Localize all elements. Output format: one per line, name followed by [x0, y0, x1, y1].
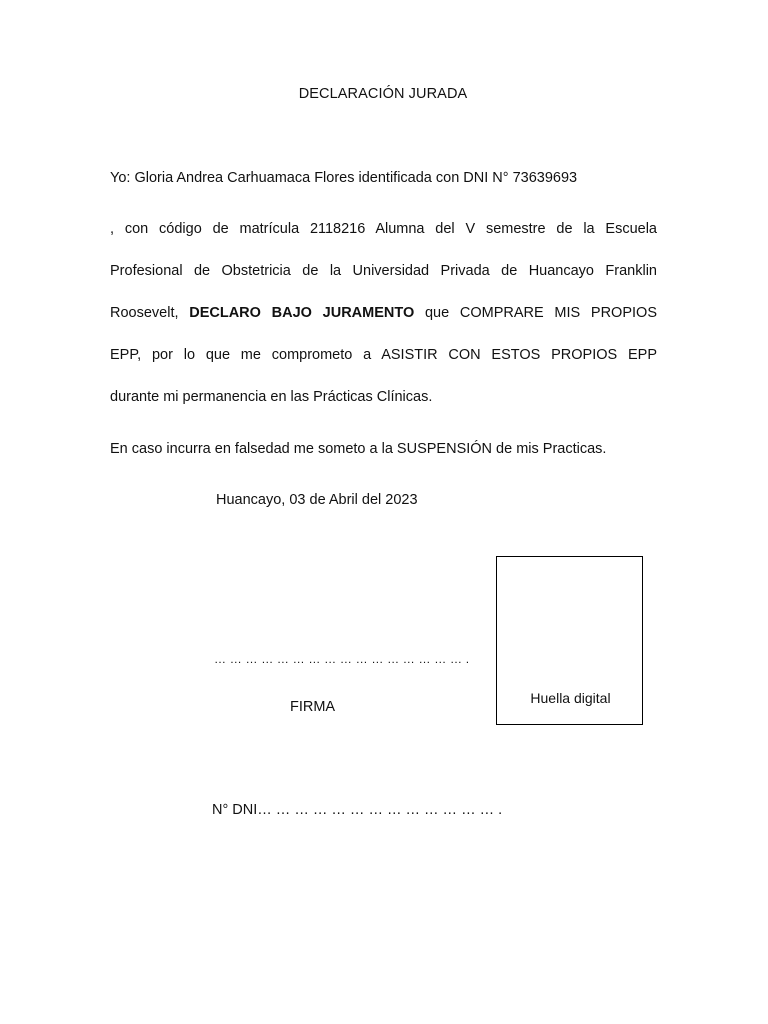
body-line-2: , con código de matrícula 2118216 Alumna del V semestre de la Escuela	[110, 221, 657, 237]
oath-statement: DECLARO BAJO JURAMENTO	[189, 305, 415, 321]
body-line-4-end: que COMPRARE MIS PROPIOS	[414, 305, 657, 321]
signature-label: FIRMA	[290, 699, 336, 715]
dni-line: N° DNI… … … … … … … … … … … … … .	[212, 802, 503, 818]
declarant-line: Yo: Gloria Andrea Carhuamaca Flores identificada con DNI N° 73639693	[110, 170, 578, 186]
body-line-4-start: Roosevelt,	[110, 305, 190, 321]
body-line-5: EPP, por lo que me comprometo a ASISTIR CON ESTOS PROPIOS EPP	[110, 347, 657, 363]
fingerprint-box	[496, 556, 643, 725]
fingerprint-label: Huella digital	[530, 690, 611, 706]
body-line-3: Profesional de Obstetricia de la Universidad Privada de Huancayo Franklin	[110, 263, 657, 279]
body-line-6: durante mi permanencia en las Prácticas Clínicas.	[110, 389, 433, 405]
body-line-4	[110, 305, 657, 321]
falsehood-clause: En caso incurra en falsedad me someto a la SUSPENSIÓN de mis Practicas.	[110, 441, 607, 457]
document-title: DECLARACIÓN JURADA	[298, 86, 468, 102]
place-date: Huancayo, 03 de Abril del 2023	[216, 492, 418, 508]
signature-line: … … … … … … … … … … … … … … … … .	[214, 652, 470, 666]
